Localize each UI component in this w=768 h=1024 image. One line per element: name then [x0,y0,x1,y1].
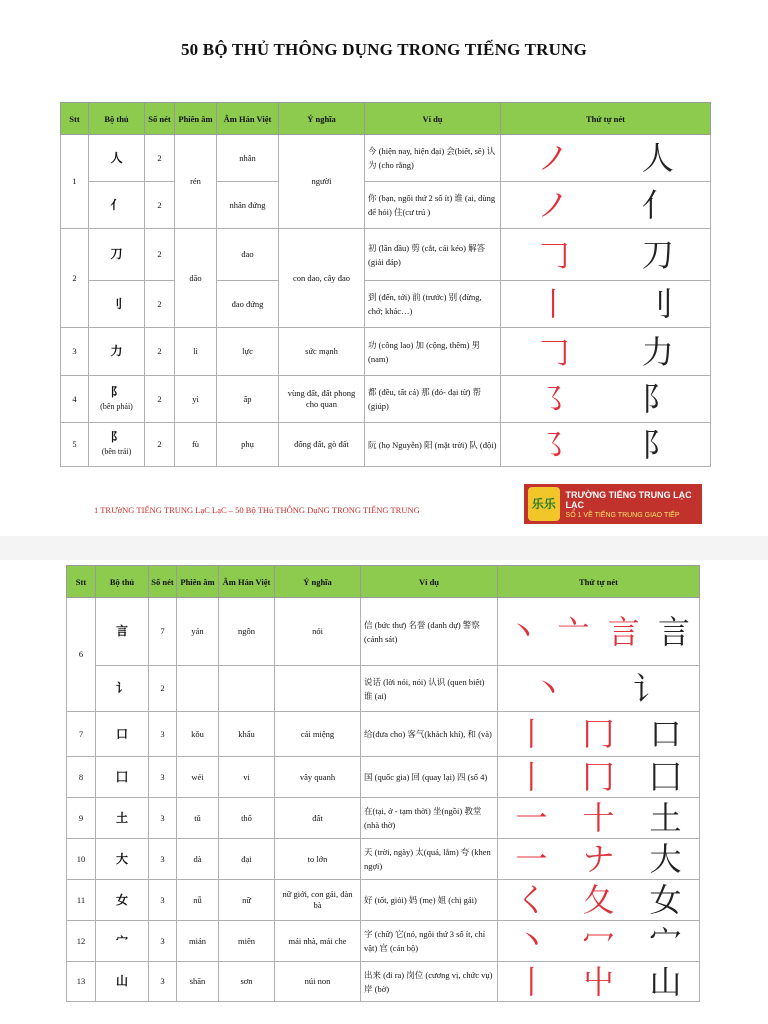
stt-cell: 6 [67,598,96,712]
stroke-step: 阝 [641,425,674,464]
meaning-cell: núi non [275,962,361,1002]
stroke-step: 丨 [515,758,548,796]
strokes-cell: 3 [149,921,177,962]
stroke-step: 土 [649,799,682,837]
stt-cell: 11 [67,880,96,921]
stroke-sequence [498,800,699,836]
radical-cell: 女 [96,880,149,921]
hanviet-cell: lực [217,328,279,376]
meaning-cell: con dao, cây đao [279,229,365,328]
stroke-step: 丶 [515,922,548,960]
header-stt: Stt [61,103,89,135]
stroke-step: ㇌ [537,380,570,418]
stt-cell: 1 [61,135,89,229]
stt-cell: 4 [61,376,89,423]
strokes-cell: 3 [149,712,177,757]
stroke-step: 刀 [641,235,674,274]
header-hanviet: Âm Hán Việt [217,103,279,135]
header-stroke-order: Thứ tự nét [501,103,711,135]
example-cell: 给(đưa cho) 客气(khách khí), 和 (và) [361,712,498,757]
example-cell: 都 (đều, tất cả) 那 (đó- đại từ) 帮(giúp) [365,376,501,423]
logo-sub-text: SỐ 1 VỀ TIẾNG TRUNG GIAO TIẾP [565,511,680,519]
radical-cell: 大 [96,839,149,880]
stroke-sequence [501,381,710,417]
table-row [67,962,700,1002]
page-title: 50 BỘ THỦ THÔNG DỤNG TRONG TIẾNG TRUNG [180,40,588,59]
table-row [67,798,700,839]
stroke-step: 刂 [641,285,674,323]
pinyin-cell: kǒu [177,712,219,757]
example-cell: 功 (công lao) 加 (cộng, thêm) 男 (nam) [365,328,501,376]
radical-cell: 宀 [96,921,149,962]
meaning-cell: người [279,135,365,229]
table-row [67,598,700,666]
stroke-step: 力 [641,332,674,371]
meaning-cell: đống đất, gò đất [279,423,365,467]
strokes-cell: 3 [149,757,177,798]
stroke-order-cell [501,182,711,229]
header-radical: Bộ thủ [89,103,145,135]
meaning-cell: nói [275,598,361,666]
pinyin-cell: fù [175,423,217,467]
stroke-step: 冖 [582,922,615,960]
stroke-step: 屮 [582,962,615,1001]
stroke-order-cell [498,962,700,1002]
example-cell: 天 (trời, ngày) 太(quá, lắm) 夸 (khen ngợi) [361,839,498,880]
stroke-sequence [498,964,699,1000]
stroke-step: 𠃌 [537,332,570,371]
stroke-step: 讠 [632,669,665,708]
stroke-step: 冂 [582,758,615,796]
pinyin-cell: yì [175,376,217,423]
stroke-step: 山 [649,962,682,1001]
stroke-step: ノ [537,186,570,224]
meaning-cell: đất [275,798,361,839]
header-stroke-order: Thứ tự nét [498,566,700,598]
example-cell: 信 (bức thư) 名誉 (danh dự) 警察 (cảnh sát) [361,598,498,666]
strokes-cell: 3 [149,839,177,880]
strokes-cell: 2 [149,666,177,712]
strokes-cell: 7 [149,598,177,666]
pinyin-cell: lì [175,328,217,376]
stroke-order-cell [501,135,711,182]
hanviet-cell: thổ [219,798,275,839]
header-pinyin: Phiên âm [177,566,219,598]
hanviet-cell: đao đứng [217,281,279,328]
stt-cell: 5 [61,423,89,467]
strokes-cell: 2 [145,328,175,376]
stroke-step: ㇌ [537,425,570,464]
pinyin-cell: shān [177,962,219,1002]
radical-cell: 刂 [89,281,145,328]
stroke-step: 言 [657,612,690,651]
hanviet-cell: phụ [217,423,279,467]
stroke-sequence [501,237,710,273]
stroke-step: 丶 [507,612,540,651]
example-cell: 说话 (lời nói, nói) 认识 (quen biết) 谁 (ai) [361,666,498,712]
pinyin-cell: yán [177,598,219,666]
strokes-cell: 2 [145,182,175,229]
stroke-sequence [501,187,710,223]
radical-cell: 刀 [89,229,145,281]
radical-cell [89,376,145,423]
hanviet-cell: đao [217,229,279,281]
header-example: Ví dụ [365,103,501,135]
table-row [67,757,700,798]
stroke-step: 阝 [641,380,674,418]
stroke-step: 口 [649,715,682,753]
example-cell: 到 (đến, tới) 前 (trước) 别 (đừng, chớ; khác…) [365,281,501,328]
stroke-order-cell [498,666,700,712]
stroke-step: 一 [515,840,548,878]
example-cell: 好 (tốt, giỏi) 妈 (mẹ) 姐 (chị gái) [361,880,498,921]
radical-cell: 亻 [89,182,145,229]
stroke-step: ノ [537,139,570,177]
stt-cell: 2 [61,229,89,328]
radical-cell: 山 [96,962,149,1002]
meaning-cell: cái miệng [275,712,361,757]
strokes-cell: 3 [149,880,177,921]
pinyin-cell: mián [177,921,219,962]
pinyin-cell: rén [175,135,217,229]
hanviet-cell: sơn [219,962,275,1002]
header-meaning: Ý nghĩa [279,103,365,135]
example-cell: 在(tại, ở - tạm thời) 坐(ngồi) 教堂(nhà thờ) [361,798,498,839]
table-row [61,423,711,467]
stroke-sequence [501,427,710,463]
stroke-step: 𠃌 [537,235,570,274]
stroke-sequence [498,671,699,707]
logo-text [566,490,702,519]
footer-text: 1 TRƯờNG TIẾNG TRUNG LạC LạC – 50 Bộ THủ THÔNG DụNG TRONG TIẾNG TRUNG [94,505,420,515]
hanviet-cell: ấp [217,376,279,423]
table-row [61,182,711,229]
table-row [61,376,711,423]
radical-cell: 口 [96,712,149,757]
hanviet-cell [219,666,275,712]
hanviet-cell: nhân [217,135,279,182]
stt-cell: 3 [61,328,89,376]
strokes-cell: 2 [145,135,175,182]
table-row [61,281,711,328]
page-footer [32,484,736,528]
stroke-step: 亻 [641,186,674,224]
stroke-step: 丨 [537,285,570,323]
table-row [67,666,700,712]
stroke-order-cell [498,712,700,757]
stroke-order-cell [498,598,700,666]
stroke-sequence [498,841,699,877]
pinyin-cell: dà [177,839,219,880]
stroke-order-cell [501,376,711,423]
table-row [67,712,700,757]
meaning-cell [275,666,361,712]
stroke-step: 夂 [582,881,615,919]
stt-cell: 8 [67,757,96,798]
hanviet-cell: khẩu [219,712,275,757]
example-cell: 今 (hiện nay, hiện đại) 会(biết, sẽ) 认为 (cho rằng) [365,135,501,182]
radical-char: 阝 [110,384,123,399]
stroke-step: 丶 [532,669,565,708]
strokes-cell: 3 [149,798,177,839]
stroke-step: く [515,881,548,919]
stroke-sequence [498,882,699,918]
header-pinyin: Phiên âm [175,103,217,135]
radical-note: (bên trái) [101,447,132,456]
table-row [67,880,700,921]
stroke-order-cell [501,229,711,281]
stroke-order-cell [501,423,711,467]
stroke-order-cell [501,281,711,328]
pinyin-cell: tǔ [177,798,219,839]
hanviet-cell: nhân đứng [217,182,279,229]
meaning-cell: sức mạnh [279,328,365,376]
pinyin-cell [177,666,219,712]
table-row [61,229,711,281]
stroke-sequence [501,334,710,370]
radical-cell: 土 [96,798,149,839]
hanviet-cell: đại [219,839,275,880]
stroke-step: 一 [515,799,548,837]
pinyin-cell: nǚ [177,880,219,921]
hanviet-cell: miên [219,921,275,962]
header-meaning: Ý nghĩa [275,566,361,598]
strokes-cell: 2 [145,229,175,281]
stroke-sequence [498,614,699,650]
stroke-step: 宀 [649,922,682,960]
stroke-sequence [501,286,710,322]
example-cell: 字 (chữ) 它(nó, ngôi thứ 3 số ít, chỉ vật) 官 (cán bộ) [361,921,498,962]
stroke-step: 女 [649,881,682,919]
stroke-step: 十 [582,799,615,837]
example-cell: 阮 (họ Nguyễn) 阳 (mặt trời) 队 (đội) [365,423,501,467]
example-cell: 你 (bạn, ngôi thứ 2 số ít) 谁 (ai, dùng để hỏi) 住(cư trú ) [365,182,501,229]
pinyin-cell: dāo [175,229,217,328]
header-strokes: Số nét [149,566,177,598]
stroke-sequence [498,716,699,752]
table-row [67,839,700,880]
stroke-order-cell [501,328,711,376]
radical-cell: 讠 [96,666,149,712]
stroke-step: 囗 [649,758,682,796]
stroke-step: 大 [649,840,682,878]
stt-cell: 12 [67,921,96,962]
stroke-step: ナ [582,840,615,878]
header-strokes: Số nét [145,103,175,135]
example-cell: 初 (lần đầu) 剪 (cắt, cái kéo) 解答 (giải đáp) [365,229,501,281]
stroke-step: 亠 [557,612,590,651]
stroke-sequence [498,923,699,959]
radical-note: (bên phải) [100,401,133,411]
meaning-cell: vây quanh [275,757,361,798]
header-radical: Bộ thủ [96,566,149,598]
radicals-table-1 [60,102,711,467]
logo-main-text: TRƯỜNG TIẾNG TRUNG LẠC LẠC [565,489,692,510]
stroke-order-cell [498,839,700,880]
radical-cell: 人 [89,135,145,182]
stroke-order-cell [498,880,700,921]
header-hanviet: Âm Hán Việt [219,566,275,598]
stroke-sequence [501,140,710,176]
pinyin-cell: wéi [177,757,219,798]
radicals-table-2 [66,565,700,1002]
meaning-cell: to lớn [275,839,361,880]
stroke-sequence [498,759,699,795]
radical-cell: 力 [89,328,145,376]
hanviet-cell: ngôn [219,598,275,666]
stroke-step: 人 [641,139,674,177]
stroke-order-cell [498,757,700,798]
example-cell: 出来 (đi ra) 岗位 (cương vị, chức vụ) 岸 (bờ) [361,962,498,1002]
stroke-step: 丨 [515,962,548,1001]
strokes-cell: 2 [145,376,175,423]
stroke-step: 丨 [515,715,548,753]
hanviet-cell: vi [219,757,275,798]
school-logo [524,484,702,524]
meaning-cell: nữ giới, con gái, đàn bà [275,880,361,921]
strokes-cell: 2 [145,281,175,328]
logo-mark: 乐乐 [528,487,560,521]
stroke-order-cell [498,921,700,962]
hanviet-cell: nữ [219,880,275,921]
radical-cell: 言 [96,598,149,666]
stroke-step: 冂 [582,715,615,753]
header-stt: Stt [67,566,96,598]
radical-cell [89,423,145,467]
header-example: Ví dụ [361,566,498,598]
stt-cell: 10 [67,839,96,880]
stt-cell: 13 [67,962,96,1002]
stroke-order-cell [498,798,700,839]
stt-cell: 7 [67,712,96,757]
example-cell: 国 (quốc gia) 回 (quay lại) 四 (số 4) [361,757,498,798]
table-row [61,328,711,376]
table-row [67,921,700,962]
strokes-cell: 3 [149,962,177,1002]
table-row [61,135,711,182]
radical-char: 阝 [110,430,123,444]
meaning-cell: vùng đất, đất phong cho quan [279,376,365,423]
stroke-step: 言 [607,612,640,651]
meaning-cell: mái nhà, mái che [275,921,361,962]
stt-cell: 9 [67,798,96,839]
strokes-cell: 2 [145,423,175,467]
page-gap [0,536,768,560]
radical-cell: 囗 [96,757,149,798]
